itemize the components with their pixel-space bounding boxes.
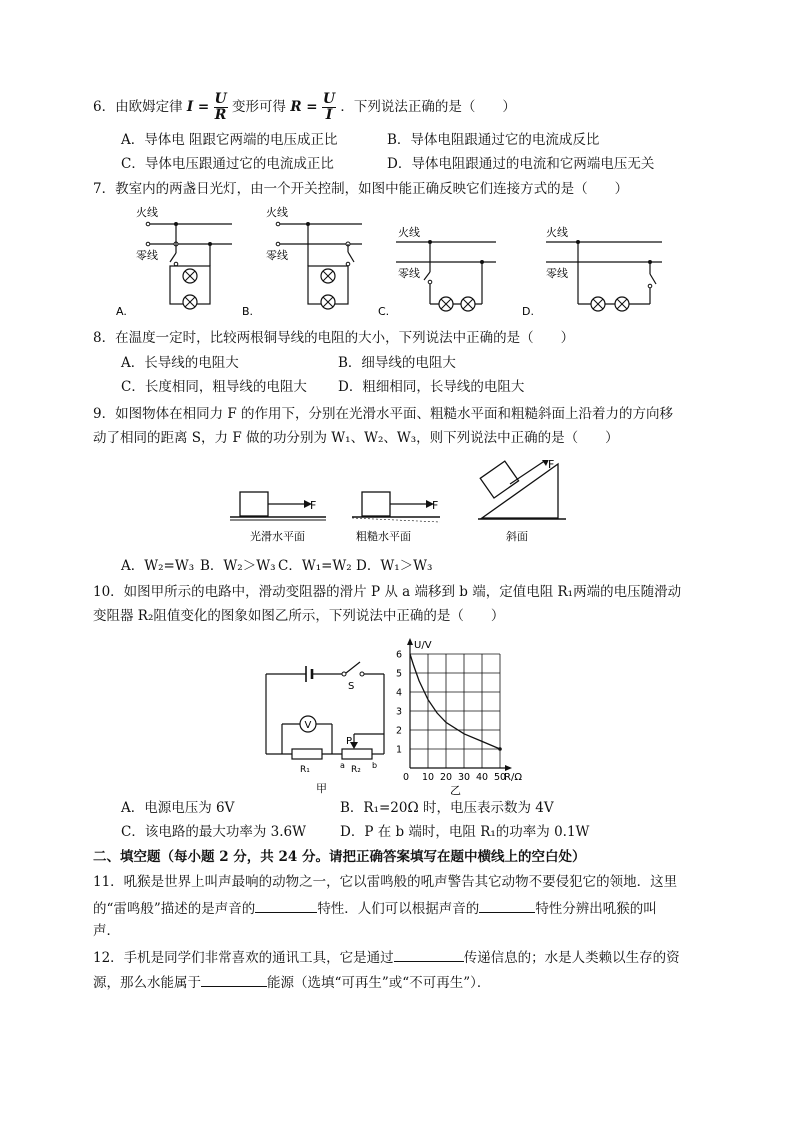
q8-option-a: A．长导线的电阻大 (121, 355, 239, 371)
q7-option-d-label: D. (522, 305, 534, 318)
q11-line1: 11．吼猴是世界上叫声最响的动物之一，它以雷鸣般的吼声警告其它动物不要侵犯它的领地．这里 (93, 874, 678, 890)
q6-formula-lhs: I = (186, 99, 210, 115)
section2-heading: 二、填空题（每小题 2 分，共 24 分。请把正确答案填写在题中横线上的空白处） (93, 849, 586, 865)
q11-line3: 声． (93, 923, 120, 939)
y-tick-label: 1 (395, 744, 402, 756)
q12-blank-2[interactable] (201, 972, 267, 987)
y-axis-arrow (407, 638, 413, 645)
q9-force-label-3: F (548, 460, 555, 471)
q9-label-incline: 斜面 (506, 530, 528, 543)
r1-resistor (292, 749, 322, 759)
switch-label: S (348, 681, 355, 692)
q7-c-neutral-label: 零线 (398, 267, 420, 280)
q7-stem: 7．教室内的两盏日光灯，由一个开关控制，如图中能正确反映它们连接方式的是（ ） (93, 181, 629, 197)
q9-force-label-2: F (432, 499, 439, 512)
q8-option-b: B．细导线的电阻大 (338, 355, 456, 371)
q7-option-c-label: C. (378, 305, 390, 318)
rheostat-b-label: b (372, 761, 378, 770)
q11-blank-1[interactable] (255, 898, 317, 913)
q6-formula-fraction: $\frac{U}{R}$ (214, 91, 227, 123)
r2-rheostat (342, 749, 372, 759)
q7-diagram-b (242, 205, 362, 318)
q9-smooth-plane (230, 492, 326, 543)
x-axis-arrow (505, 765, 512, 771)
x-tick-label: 20 (439, 772, 453, 783)
voltage-curve (410, 654, 500, 749)
q9-option-a: A．W₂=W₃ (121, 558, 195, 574)
y-tick-label: 6 (395, 649, 402, 661)
q7-diagram-d (522, 225, 662, 318)
q10-stem-line1: 10．如图甲所示的电路中，滑动变阻器的滑片 P 从 a 端移到 b 端，定值电阻 R₁两端的电压随滑动 (93, 584, 682, 600)
q10-circuit-diagram (260, 658, 390, 796)
q9-option-b: B．W₂＞W₃ (200, 558, 276, 574)
r2-label: R₂ (351, 765, 361, 775)
q10-stem-line2: 变阻器 R₂阻值变化的图象如图乙所示，下列说法中正确的是（ ） (93, 608, 505, 624)
q6-formula2-lhs: R = (290, 99, 318, 115)
y-tick-label: 4 (395, 687, 402, 699)
q6-suffix: ．下列说法正确的是（ ） (340, 99, 516, 115)
q7-option-b-label: B. (242, 305, 254, 318)
q9-rough-plane (352, 492, 440, 543)
q12-line1: 12．手机是同学们非常喜欢的通讯工具，它是通过 传递信息的；水是人类赖以生存的资 (93, 947, 680, 967)
q9-label-smooth: 光滑水平面 (250, 530, 305, 543)
q10-option-a: A．电源电压为 6V (121, 800, 235, 816)
q9-option-d: D．W₁＞W₃ (356, 558, 433, 574)
q11-line2: 的“雷鸣般”描述的是声音的 特性．人们可以根据声音的 特性分辨出吼猴的叫 (93, 898, 657, 918)
x-tick-label: 30 (457, 772, 471, 783)
circuit-caption: 甲 (316, 782, 327, 795)
q9-stem-line1: 9．如图物体在相同力 F 的作用下，分别在光滑水平面、粗糙水平面和粗糙斜面上沿着力的方向移 (93, 406, 674, 422)
x-tick-label: 10 (421, 772, 435, 783)
q6-formula2-fraction: $\frac{U}{I}$ (322, 91, 336, 123)
q10-option-b: B．R₁=20Ω 时，电压表示数为 4V (340, 800, 554, 816)
data-point (498, 747, 502, 751)
q9-incline (478, 460, 566, 543)
q7-d-live-label: 火线 (546, 226, 568, 239)
q7-b-live-label: 火线 (266, 206, 288, 219)
q12-blank-1[interactable] (394, 947, 464, 962)
q8-option-c: C．长度相同，粗导线的电阻大 (121, 379, 307, 395)
q11-blank-2[interactable] (479, 898, 535, 913)
q12-line2: 源，那么水能属于 能源（选填“可再生”或“不可再生”）． (93, 972, 490, 992)
r1-label: R₁ (300, 765, 310, 775)
q7-diagram-a (116, 205, 232, 318)
q6-prefix: 6．由欧姆定律 (93, 99, 183, 115)
q7-circuit-diagrams (110, 202, 680, 322)
q7-option-a-label: A. (116, 305, 127, 318)
voltmeter-label: V (304, 720, 312, 731)
q8-stem: 8．在温度一定时，比较两根铜导线的电阻的大小，下列说法中正确的是（ ） (93, 330, 575, 346)
q10-option-d: D．P 在 b 端时，电阻 R₁的功率为 0.1W (340, 824, 590, 840)
q6-mid: 变形可得 (232, 99, 287, 115)
chart-caption: 乙 (450, 784, 461, 796)
switch-lever (346, 662, 360, 673)
x-tick-label: 40 (475, 772, 489, 783)
q6-option-c: C．导体电压跟通过它的电流成正比 (121, 156, 334, 172)
q6-option-b: B．导体电阻跟通过它的电流成反比 (387, 132, 600, 148)
q9-stem-line2: 动了相同的距离 S，力 F 做的功分别为 W₁、W₂、W₃，则下列说法中正确的是（ ） (93, 430, 619, 446)
x-axis-label: R/Ω (504, 772, 522, 783)
q7-c-live-label: 火线 (398, 226, 420, 239)
q9-label-rough: 粗糙水平面 (356, 530, 411, 543)
y-tick-label: 2 (395, 725, 402, 737)
q10-option-c: C．该电路的最大功率为 3.6W (121, 824, 306, 840)
y-axis-label: U/V (414, 640, 432, 651)
q7-d-neutral-label: 零线 (546, 267, 568, 280)
x-tick-label: 0 (402, 772, 410, 783)
q7-diagram-c (378, 225, 496, 318)
q10-voltage-resistance-chart (392, 630, 542, 796)
q8-option-d: D．粗细相同，长导线的电阻大 (338, 379, 525, 395)
y-tick-label: 5 (395, 668, 402, 680)
y-tick-label: 3 (395, 706, 402, 718)
slider-label: P (346, 736, 353, 747)
q7-a-neutral-label: 零线 (136, 249, 158, 262)
q7-b-neutral-label: 零线 (266, 249, 288, 262)
q6-option-a: A．导体电 阻跟它两端的电压成正比 (121, 132, 338, 148)
x-tick-label: 50 (493, 772, 507, 783)
q9-option-c: C．W₁=W₂ (278, 558, 352, 574)
q9-force-label-1: F (310, 499, 317, 512)
q6-option-d: D．导体电阻跟通过的电流和它两端电压无关 (387, 156, 655, 172)
q6-stem (93, 92, 516, 123)
q9-force-diagrams (228, 460, 588, 552)
q7-a-live-label: 火线 (136, 206, 158, 219)
rheostat-a-label: a (340, 761, 345, 770)
